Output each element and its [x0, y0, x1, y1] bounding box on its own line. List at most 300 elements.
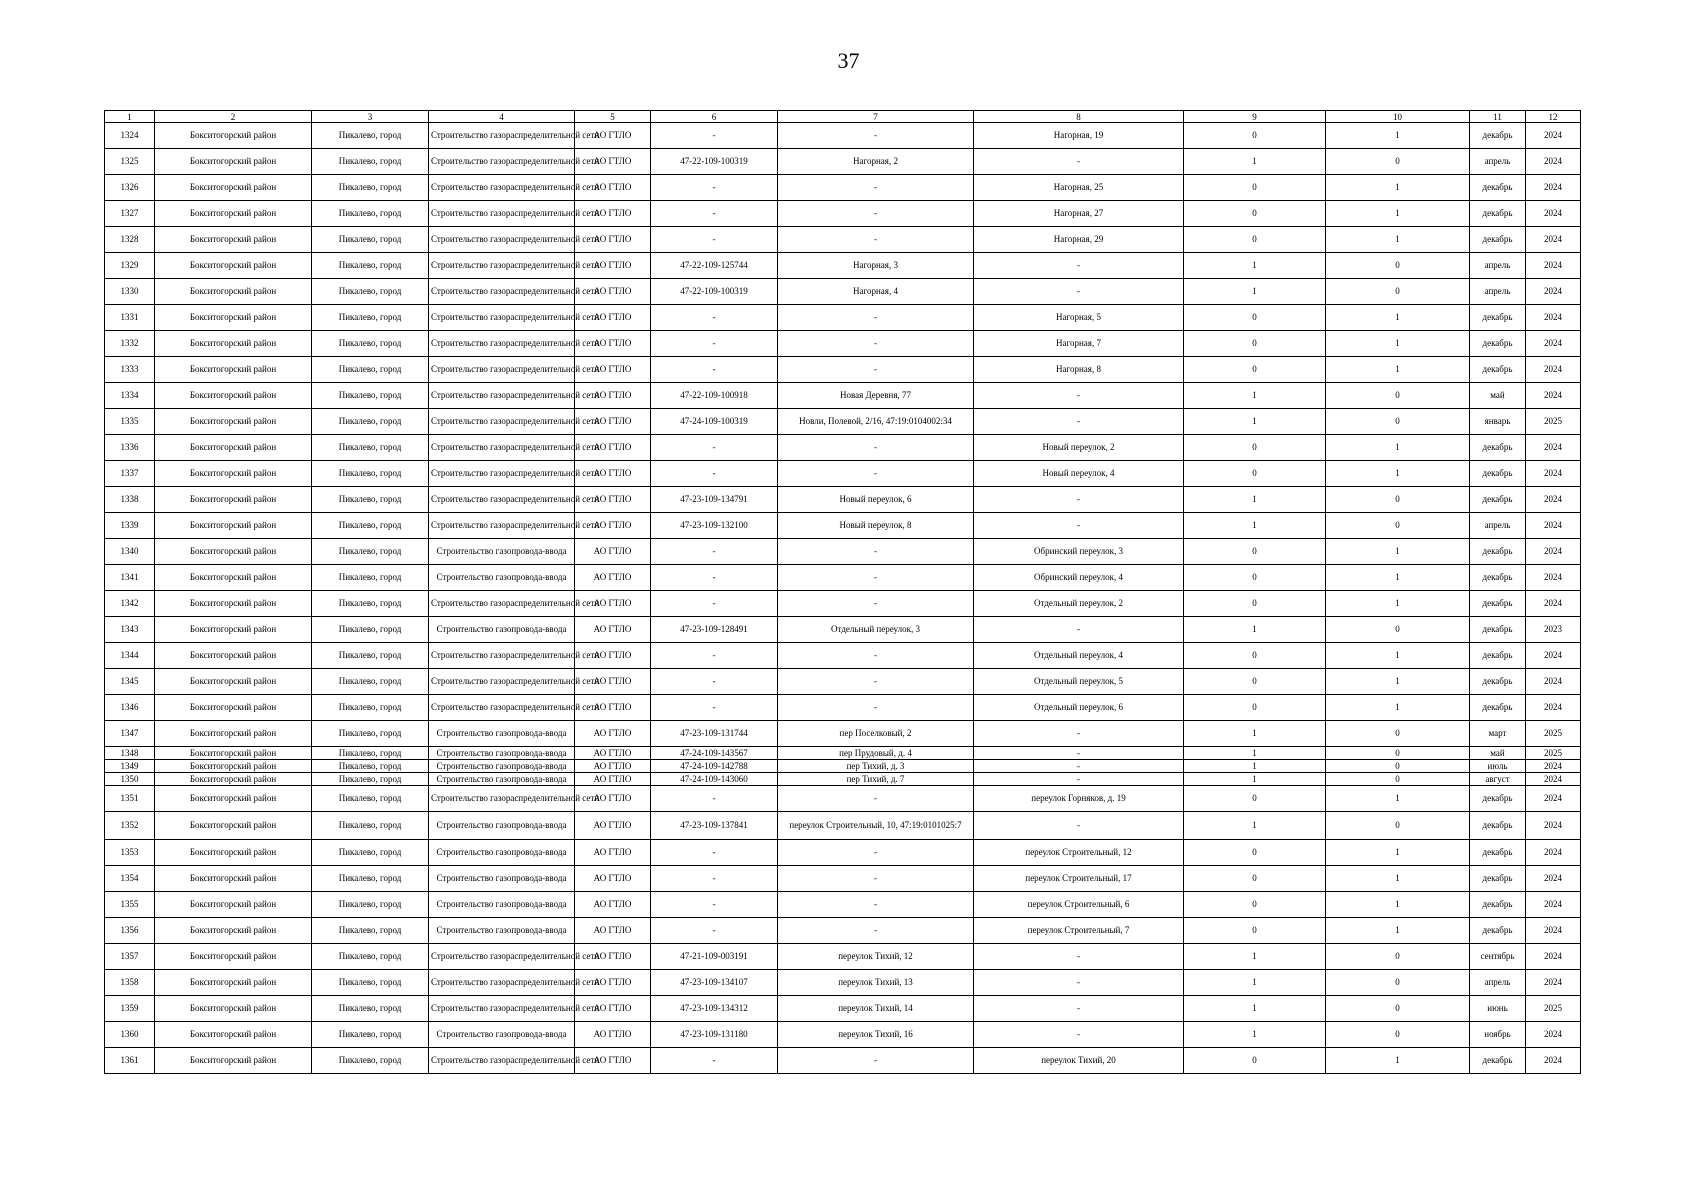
count-cell-10: 1: [1326, 305, 1470, 331]
row-number-cell: 1343: [105, 617, 155, 643]
count-cell-9: 0: [1184, 331, 1326, 357]
application-number-cell: -: [651, 435, 778, 461]
year-cell: 2025: [1526, 996, 1581, 1022]
organization-cell: АО ГТЛО: [575, 409, 651, 435]
organization-cell: АО ГТЛО: [575, 435, 651, 461]
planned-address-cell: Нагорная, 5: [974, 305, 1184, 331]
planned-address-cell: Нагорная, 8: [974, 357, 1184, 383]
work-type-cell: Строительство газораспределительной сети: [429, 786, 575, 812]
column-header: 4: [429, 111, 575, 123]
work-type-cell: Строительство газораспределительной сети: [429, 461, 575, 487]
planned-address-cell: -: [974, 383, 1184, 409]
planned-address-cell: -: [974, 149, 1184, 175]
planned-address-cell: переулок Строительный, 12: [974, 840, 1184, 866]
settlement-cell: Пикалево, город: [312, 866, 429, 892]
count-cell-10: 1: [1326, 565, 1470, 591]
organization-cell: АО ГТЛО: [575, 201, 651, 227]
planned-address-cell: Отдельный переулок, 4: [974, 643, 1184, 669]
application-number-cell: -: [651, 175, 778, 201]
work-type-cell: Строительство газораспределительной сети: [429, 279, 575, 305]
application-number-cell: 47-21-109-003191: [651, 944, 778, 970]
count-cell-10: 0: [1326, 253, 1470, 279]
settlement-cell: Пикалево, город: [312, 892, 429, 918]
count-cell-10: 1: [1326, 175, 1470, 201]
address-cell: Новый переулок, 8: [778, 513, 974, 539]
count-cell-10: 0: [1326, 996, 1470, 1022]
settlement-cell: Пикалево, город: [312, 643, 429, 669]
organization-cell: АО ГТЛО: [575, 149, 651, 175]
address-cell: -: [778, 435, 974, 461]
planned-address-cell: Нагорная, 7: [974, 331, 1184, 357]
work-type-cell: Строительство газораспределительной сети: [429, 305, 575, 331]
organization-cell: АО ГТЛО: [575, 383, 651, 409]
row-number-cell: 1360: [105, 1022, 155, 1048]
work-type-cell: Строительство газопровода-ввода: [429, 760, 575, 773]
year-cell: 2024: [1526, 461, 1581, 487]
work-type-cell: Строительство газопровода-ввода: [429, 866, 575, 892]
row-number-cell: 1333: [105, 357, 155, 383]
month-cell: декабрь: [1470, 786, 1526, 812]
row-number-cell: 1341: [105, 565, 155, 591]
application-number-cell: 47-23-109-134791: [651, 487, 778, 513]
row-number-cell: 1358: [105, 970, 155, 996]
planned-address-cell: -: [974, 970, 1184, 996]
column-header: 2: [155, 111, 312, 123]
district-cell: Бокситогорский район: [155, 669, 312, 695]
application-number-cell: -: [651, 643, 778, 669]
district-cell: Бокситогорский район: [155, 840, 312, 866]
settlement-cell: Пикалево, город: [312, 201, 429, 227]
address-cell: -: [778, 591, 974, 617]
application-number-cell: 47-22-109-125744: [651, 253, 778, 279]
application-number-cell: -: [651, 357, 778, 383]
address-cell: -: [778, 866, 974, 892]
count-cell-9: 1: [1184, 409, 1326, 435]
application-number-cell: 47-22-109-100319: [651, 279, 778, 305]
count-cell-9: 0: [1184, 695, 1326, 721]
planned-address-cell: -: [974, 944, 1184, 970]
settlement-cell: Пикалево, город: [312, 617, 429, 643]
organization-cell: АО ГТЛО: [575, 617, 651, 643]
application-number-cell: 47-23-109-134107: [651, 970, 778, 996]
planned-address-cell: -: [974, 747, 1184, 760]
planned-address-cell: -: [974, 996, 1184, 1022]
planned-address-cell: Обринский переулок, 4: [974, 565, 1184, 591]
planned-address-cell: Нагорная, 19: [974, 123, 1184, 149]
count-cell-9: 1: [1184, 149, 1326, 175]
year-cell: 2024: [1526, 786, 1581, 812]
month-cell: декабрь: [1470, 892, 1526, 918]
row-number-cell: 1337: [105, 461, 155, 487]
settlement-cell: Пикалево, город: [312, 721, 429, 747]
settlement-cell: Пикалево, город: [312, 695, 429, 721]
row-number-cell: 1338: [105, 487, 155, 513]
work-type-cell: Строительство газораспределительной сети: [429, 487, 575, 513]
work-type-cell: Строительство газопровода-ввода: [429, 812, 575, 840]
organization-cell: АО ГТЛО: [575, 487, 651, 513]
work-type-cell: Строительство газопровода-ввода: [429, 773, 575, 786]
count-cell-10: 1: [1326, 786, 1470, 812]
row-number-cell: 1329: [105, 253, 155, 279]
table-row: [105, 996, 1581, 1022]
application-number-cell: 47-23-109-128491: [651, 617, 778, 643]
row-number-cell: 1331: [105, 305, 155, 331]
year-cell: 2024: [1526, 305, 1581, 331]
district-cell: Бокситогорский район: [155, 331, 312, 357]
table-row: [105, 695, 1581, 721]
address-cell: -: [778, 201, 974, 227]
table-row: [105, 721, 1581, 747]
count-cell-9: 0: [1184, 305, 1326, 331]
month-cell: март: [1470, 721, 1526, 747]
count-cell-10: 0: [1326, 409, 1470, 435]
address-cell: Нагорная, 3: [778, 253, 974, 279]
count-cell-10: 1: [1326, 1048, 1470, 1074]
organization-cell: АО ГТЛО: [575, 695, 651, 721]
row-number-cell: 1354: [105, 866, 155, 892]
application-number-cell: -: [651, 695, 778, 721]
row-number-cell: 1332: [105, 331, 155, 357]
year-cell: 2024: [1526, 1048, 1581, 1074]
application-number-cell: -: [651, 305, 778, 331]
count-cell-9: 1: [1184, 487, 1326, 513]
organization-cell: АО ГТЛО: [575, 669, 651, 695]
month-cell: декабрь: [1470, 918, 1526, 944]
settlement-cell: Пикалево, город: [312, 760, 429, 773]
count-cell-9: 1: [1184, 760, 1326, 773]
table-row: [105, 201, 1581, 227]
application-number-cell: -: [651, 461, 778, 487]
planned-address-cell: -: [974, 279, 1184, 305]
application-number-cell: 47-24-109-143060: [651, 773, 778, 786]
year-cell: 2024: [1526, 866, 1581, 892]
year-cell: 2024: [1526, 149, 1581, 175]
count-cell-10: 1: [1326, 866, 1470, 892]
month-cell: декабрь: [1470, 227, 1526, 253]
settlement-cell: Пикалево, город: [312, 1048, 429, 1074]
organization-cell: АО ГТЛО: [575, 461, 651, 487]
planned-address-cell: Нагорная, 27: [974, 201, 1184, 227]
year-cell: 2024: [1526, 669, 1581, 695]
count-cell-9: 0: [1184, 1048, 1326, 1074]
count-cell-9: 1: [1184, 970, 1326, 996]
address-cell: -: [778, 305, 974, 331]
district-cell: Бокситогорский район: [155, 866, 312, 892]
month-cell: декабрь: [1470, 617, 1526, 643]
row-number-cell: 1351: [105, 786, 155, 812]
planned-address-cell: -: [974, 409, 1184, 435]
district-cell: Бокситогорский район: [155, 279, 312, 305]
work-type-cell: Строительство газораспределительной сети: [429, 227, 575, 253]
year-cell: 2024: [1526, 201, 1581, 227]
settlement-cell: Пикалево, город: [312, 565, 429, 591]
count-cell-9: 0: [1184, 227, 1326, 253]
count-cell-9: 1: [1184, 812, 1326, 840]
work-type-cell: Строительство газораспределительной сети: [429, 253, 575, 279]
address-cell: -: [778, 357, 974, 383]
address-cell: -: [778, 331, 974, 357]
count-cell-9: 0: [1184, 461, 1326, 487]
organization-cell: АО ГТЛО: [575, 1022, 651, 1048]
year-cell: 2024: [1526, 944, 1581, 970]
work-type-cell: Строительство газораспределительной сети: [429, 409, 575, 435]
address-cell: -: [778, 539, 974, 565]
row-number-cell: 1334: [105, 383, 155, 409]
district-cell: Бокситогорский район: [155, 123, 312, 149]
count-cell-10: 1: [1326, 539, 1470, 565]
row-number-cell: 1350: [105, 773, 155, 786]
table-row: [105, 227, 1581, 253]
year-cell: 2024: [1526, 331, 1581, 357]
table-row: [105, 892, 1581, 918]
count-cell-10: 1: [1326, 643, 1470, 669]
work-type-cell: Строительство газораспределительной сети: [429, 513, 575, 539]
count-cell-10: 1: [1326, 892, 1470, 918]
planned-address-cell: -: [974, 760, 1184, 773]
year-cell: 2024: [1526, 812, 1581, 840]
address-cell: -: [778, 892, 974, 918]
settlement-cell: Пикалево, город: [312, 918, 429, 944]
year-cell: 2024: [1526, 695, 1581, 721]
month-cell: апрель: [1470, 253, 1526, 279]
address-cell: -: [778, 175, 974, 201]
count-cell-9: 0: [1184, 918, 1326, 944]
application-number-cell: -: [651, 892, 778, 918]
month-cell: апрель: [1470, 279, 1526, 305]
planned-address-cell: Нагорная, 29: [974, 227, 1184, 253]
month-cell: сентябрь: [1470, 944, 1526, 970]
settlement-cell: Пикалево, город: [312, 747, 429, 760]
organization-cell: АО ГТЛО: [575, 892, 651, 918]
planned-address-cell: Нагорная, 25: [974, 175, 1184, 201]
address-cell: -: [778, 695, 974, 721]
work-type-cell: Строительство газопровода-ввода: [429, 539, 575, 565]
address-cell: Новый переулок, 6: [778, 487, 974, 513]
count-cell-10: 0: [1326, 513, 1470, 539]
year-cell: 2025: [1526, 747, 1581, 760]
organization-cell: АО ГТЛО: [575, 123, 651, 149]
district-cell: Бокситогорский район: [155, 643, 312, 669]
month-cell: июнь: [1470, 996, 1526, 1022]
year-cell: 2024: [1526, 357, 1581, 383]
settlement-cell: Пикалево, город: [312, 812, 429, 840]
table-row: [105, 565, 1581, 591]
planned-address-cell: -: [974, 812, 1184, 840]
address-cell: пер Поселковый, 2: [778, 721, 974, 747]
month-cell: декабрь: [1470, 487, 1526, 513]
address-cell: -: [778, 669, 974, 695]
work-type-cell: Строительство газораспределительной сети: [429, 970, 575, 996]
settlement-cell: Пикалево, город: [312, 331, 429, 357]
planned-address-cell: Обринский переулок, 3: [974, 539, 1184, 565]
planned-address-cell: переулок Строительный, 6: [974, 892, 1184, 918]
year-cell: 2024: [1526, 175, 1581, 201]
address-cell: Нагорная, 2: [778, 149, 974, 175]
settlement-cell: Пикалево, город: [312, 539, 429, 565]
month-cell: декабрь: [1470, 669, 1526, 695]
month-cell: декабрь: [1470, 565, 1526, 591]
planned-address-cell: переулок Тихий, 20: [974, 1048, 1184, 1074]
month-cell: ноябрь: [1470, 1022, 1526, 1048]
settlement-cell: Пикалево, город: [312, 435, 429, 461]
work-type-cell: Строительство газораспределительной сети: [429, 383, 575, 409]
table-row: [105, 773, 1581, 786]
row-number-cell: 1324: [105, 123, 155, 149]
count-cell-9: 1: [1184, 1022, 1326, 1048]
district-cell: Бокситогорский район: [155, 461, 312, 487]
count-cell-9: 0: [1184, 201, 1326, 227]
year-cell: 2024: [1526, 227, 1581, 253]
count-cell-9: 1: [1184, 253, 1326, 279]
application-number-cell: -: [651, 539, 778, 565]
count-cell-9: 1: [1184, 944, 1326, 970]
application-number-cell: 47-22-109-100319: [651, 149, 778, 175]
count-cell-9: 0: [1184, 866, 1326, 892]
district-cell: Бокситогорский район: [155, 812, 312, 840]
table-row: [105, 669, 1581, 695]
month-cell: декабрь: [1470, 812, 1526, 840]
district-cell: Бокситогорский район: [155, 383, 312, 409]
count-cell-9: 1: [1184, 773, 1326, 786]
month-cell: декабрь: [1470, 175, 1526, 201]
planned-address-cell: -: [974, 513, 1184, 539]
district-cell: Бокситогорский район: [155, 539, 312, 565]
settlement-cell: Пикалево, город: [312, 175, 429, 201]
table-row: [105, 1048, 1581, 1074]
district-cell: Бокситогорский район: [155, 1022, 312, 1048]
district-cell: Бокситогорский район: [155, 175, 312, 201]
organization-cell: АО ГТЛО: [575, 747, 651, 760]
count-cell-10: 1: [1326, 357, 1470, 383]
month-cell: декабрь: [1470, 305, 1526, 331]
work-type-cell: Строительство газопровода-ввода: [429, 1022, 575, 1048]
district-cell: Бокситогорский район: [155, 305, 312, 331]
year-cell: 2024: [1526, 918, 1581, 944]
planned-address-cell: -: [974, 721, 1184, 747]
application-number-cell: 47-24-109-142788: [651, 760, 778, 773]
count-cell-9: 0: [1184, 435, 1326, 461]
organization-cell: АО ГТЛО: [575, 643, 651, 669]
year-cell: 2024: [1526, 840, 1581, 866]
column-header: 7: [778, 111, 974, 123]
work-type-cell: Строительство газопровода-ввода: [429, 617, 575, 643]
settlement-cell: Пикалево, город: [312, 123, 429, 149]
count-cell-9: 1: [1184, 721, 1326, 747]
district-cell: Бокситогорский район: [155, 996, 312, 1022]
settlement-cell: Пикалево, город: [312, 1022, 429, 1048]
settlement-cell: Пикалево, город: [312, 786, 429, 812]
count-cell-9: 1: [1184, 617, 1326, 643]
month-cell: май: [1470, 383, 1526, 409]
month-cell: декабрь: [1470, 591, 1526, 617]
month-cell: январь: [1470, 409, 1526, 435]
work-type-cell: Строительство газораспределительной сети: [429, 201, 575, 227]
count-cell-10: 1: [1326, 840, 1470, 866]
month-cell: декабрь: [1470, 331, 1526, 357]
table-row: [105, 840, 1581, 866]
row-number-cell: 1357: [105, 944, 155, 970]
organization-cell: АО ГТЛО: [575, 565, 651, 591]
column-header: 11: [1470, 111, 1526, 123]
district-cell: Бокситогорский район: [155, 253, 312, 279]
organization-cell: АО ГТЛО: [575, 513, 651, 539]
month-cell: декабрь: [1470, 435, 1526, 461]
year-cell: 2025: [1526, 721, 1581, 747]
organization-cell: АО ГТЛО: [575, 1048, 651, 1074]
month-cell: декабрь: [1470, 1048, 1526, 1074]
district-cell: Бокситогорский район: [155, 435, 312, 461]
table-row: [105, 435, 1581, 461]
month-cell: декабрь: [1470, 123, 1526, 149]
settlement-cell: Пикалево, город: [312, 357, 429, 383]
organization-cell: АО ГТЛО: [575, 357, 651, 383]
year-cell: 2023: [1526, 617, 1581, 643]
planned-address-cell: -: [974, 773, 1184, 786]
column-header: 6: [651, 111, 778, 123]
application-number-cell: -: [651, 331, 778, 357]
planned-address-cell: Новый переулок, 4: [974, 461, 1184, 487]
table-row: [105, 760, 1581, 773]
table-row: [105, 643, 1581, 669]
settlement-cell: Пикалево, город: [312, 669, 429, 695]
count-cell-10: 0: [1326, 279, 1470, 305]
district-cell: Бокситогорский район: [155, 892, 312, 918]
month-cell: декабрь: [1470, 357, 1526, 383]
column-header: 3: [312, 111, 429, 123]
district-cell: Бокситогорский район: [155, 591, 312, 617]
month-cell: апрель: [1470, 149, 1526, 175]
count-cell-10: 1: [1326, 435, 1470, 461]
table-row: [105, 970, 1581, 996]
organization-cell: АО ГТЛО: [575, 279, 651, 305]
application-number-cell: -: [651, 918, 778, 944]
count-cell-9: 0: [1184, 539, 1326, 565]
address-cell: -: [778, 1048, 974, 1074]
row-number-cell: 1355: [105, 892, 155, 918]
settlement-cell: Пикалево, город: [312, 513, 429, 539]
month-cell: апрель: [1470, 513, 1526, 539]
row-number-cell: 1361: [105, 1048, 155, 1074]
table-row: [105, 617, 1581, 643]
count-cell-9: 0: [1184, 123, 1326, 149]
settlement-cell: Пикалево, город: [312, 996, 429, 1022]
page-number: 37: [837, 48, 860, 73]
work-type-cell: Строительство газораспределительной сети: [429, 331, 575, 357]
planned-address-cell: переулок Строительный, 17: [974, 866, 1184, 892]
row-number-cell: 1348: [105, 747, 155, 760]
settlement-cell: Пикалево, город: [312, 487, 429, 513]
application-number-cell: -: [651, 565, 778, 591]
table-row: [105, 409, 1581, 435]
organization-cell: АО ГТЛО: [575, 773, 651, 786]
row-number-cell: 1325: [105, 149, 155, 175]
settlement-cell: Пикалево, город: [312, 253, 429, 279]
district-cell: Бокситогорский район: [155, 721, 312, 747]
application-number-cell: 47-24-109-100319: [651, 409, 778, 435]
district-cell: Бокситогорский район: [155, 149, 312, 175]
application-number-cell: -: [651, 1048, 778, 1074]
organization-cell: АО ГТЛО: [575, 786, 651, 812]
work-type-cell: Строительство газораспределительной сети: [429, 435, 575, 461]
work-type-cell: Строительство газораспределительной сети: [429, 1048, 575, 1074]
month-cell: декабрь: [1470, 539, 1526, 565]
district-cell: Бокситогорский район: [155, 970, 312, 996]
count-cell-10: 0: [1326, 812, 1470, 840]
address-cell: переулок Тихий, 12: [778, 944, 974, 970]
application-number-cell: -: [651, 786, 778, 812]
row-number-cell: 1328: [105, 227, 155, 253]
year-cell: 2024: [1526, 773, 1581, 786]
